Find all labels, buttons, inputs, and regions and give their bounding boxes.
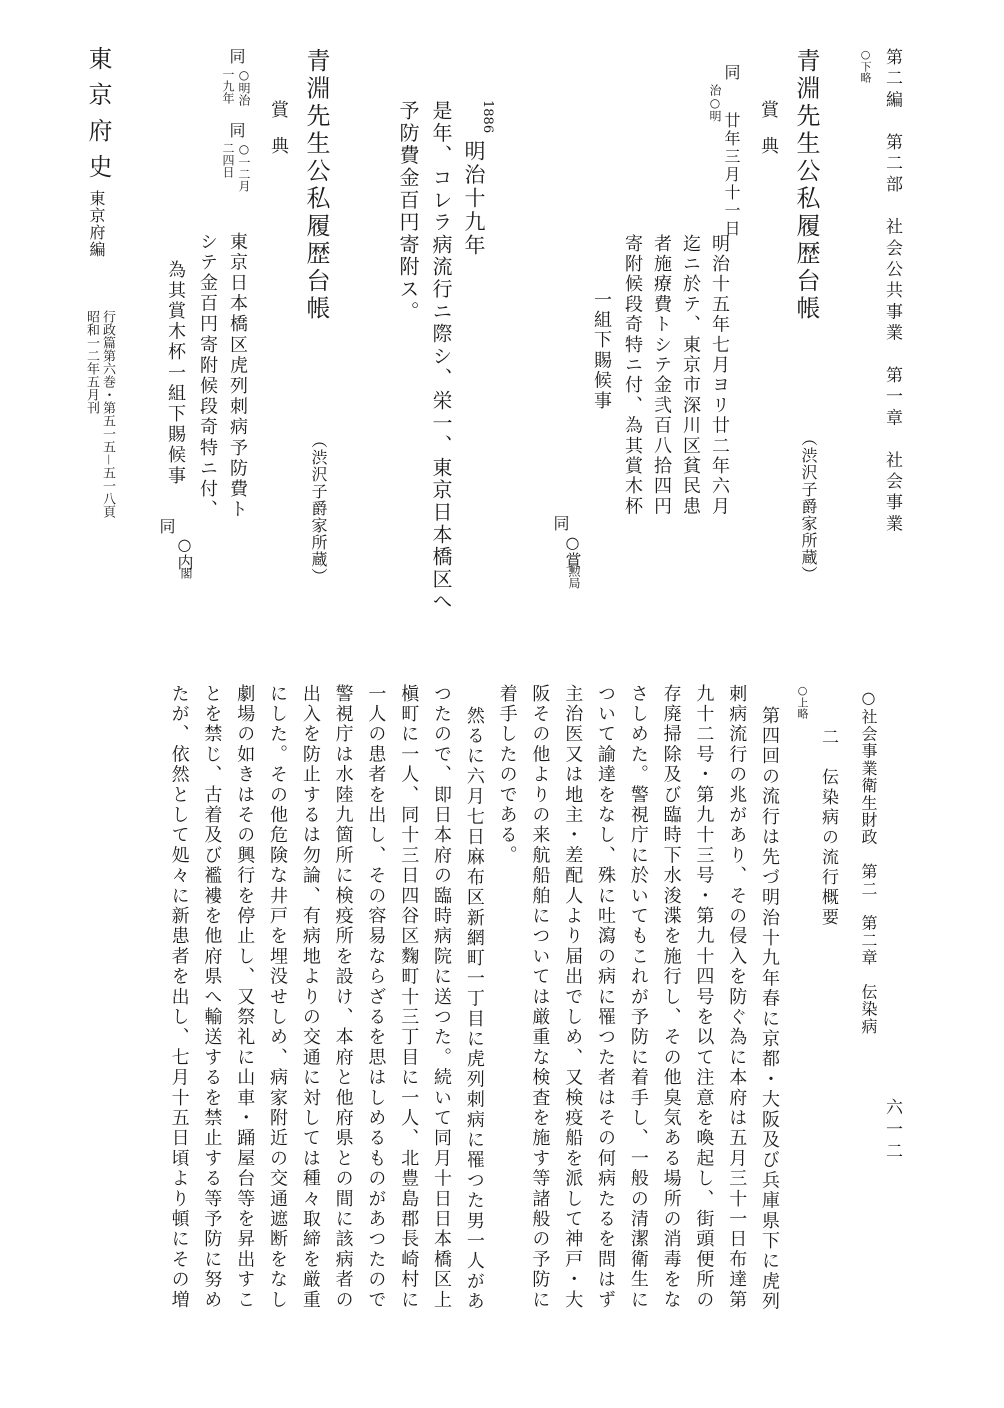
source-book-editor: 東京府編: [87, 190, 106, 258]
body-line: 槇町に一人、同十三日四谷区麴町十三丁目に一人、北豊島郡長崎村に: [398, 684, 420, 1311]
record2-date2-note: 二四日: [221, 142, 235, 178]
body-line: にした。その他危険な井戸を埋没せしめ、病家附近の交通遮断をなし: [267, 684, 288, 1311]
body-line: 九十二号・第九十三号・第九十四号を以て注意を喚起し、街頭便所の: [693, 684, 715, 1311]
record2-date-note: 一九年: [221, 68, 235, 104]
record2-date2-label: 同: [227, 122, 246, 138]
record1-source: （渋沢子爵家所蔵）: [799, 430, 818, 583]
source-book-note: 昭和一二年五月刊: [84, 310, 99, 414]
body-line: つたので、即日本府の臨時病院に送つた。続いて同月十日日本橋区上: [431, 684, 452, 1311]
body-line: ついて諭達をなし、殊に吐瀉の病に罹つた者はその何病たるを問はず: [595, 684, 616, 1311]
body-line: さしめた。警視庁に於いてもこれが予防に着手し、一般の清潔衛生に: [627, 684, 649, 1311]
body-line: 第四回の流行は先づ明治十九年春に京都・大阪及び兵庫県下に虎列: [759, 706, 780, 1312]
record1-subtitle: 賞典: [758, 100, 779, 172]
body-line: 着手したのである。: [496, 684, 518, 866]
record1-issuer-mark: ○賞: [563, 533, 582, 568]
body-line: 一人の患者を出し、その容易ならざるを思はしめるものがあつたので: [365, 684, 387, 1311]
western-year: 1886: [480, 100, 495, 134]
record2-issuer-note: 閣: [179, 567, 193, 579]
source-book-title: 東京府史: [84, 46, 112, 190]
record2-text-line: シテ金百円寄附候段奇特ニ付、: [197, 232, 218, 521]
body-line: 劇場の如きはその興行を停止し、又祭礼に山車・踊屋台等を昇出すこ: [234, 684, 256, 1311]
record2-date-label: 同: [227, 48, 246, 64]
running-head: 第二編 第二部 社会公共事業 第一章 社会事業: [882, 48, 902, 536]
record1-text-line: 迄ニ於テ、東京市深川区貧民患: [680, 234, 701, 517]
body-line: とを禁じ、古着及び襤褸を他府県へ輸送するを禁止する等予防に努め: [201, 684, 223, 1311]
record1-title: 青淵先生公私履歴台帳: [792, 48, 820, 323]
record2-date2-mark: ○一二月: [237, 142, 251, 192]
body-line: 警視庁は水陸九箇所に検疫所を設け、本府と他府県との間に該病者の: [332, 684, 354, 1311]
record1-text-line: 寄附候段奇特ニ付、為其賞木杯: [622, 234, 643, 517]
record1-text-line: 者施療費トシテ金弐百八拾四円: [651, 234, 672, 517]
record2-text-line: 東京日本橋区虎列刺病予防費ト: [227, 232, 248, 521]
record1-date-note: 治○明: [708, 84, 722, 122]
section-heading: 二 伝染病の流行概要: [818, 728, 838, 928]
body-line: 刺病流行の兆があり、その侵入を防ぐ為に本府は五月三十一日布達第: [726, 684, 748, 1311]
record1-date-label: 同: [722, 64, 741, 82]
record2-date-mark: ○明治: [237, 68, 251, 106]
record1-text-line: 一組下賜候事: [591, 290, 612, 412]
record2-issuer-label: 同: [157, 518, 176, 534]
omit-below-mark: ○下略: [859, 48, 872, 83]
omit-above-mark: ○上略: [796, 684, 809, 719]
source-book-note: 行政篇第六巻・第五一五－五一八頁: [100, 310, 115, 519]
body-line: 出入を防止するは勿論、有病地よりの交通に対しては種々取締を厳重: [299, 684, 321, 1311]
record2-subtitle: 賞典: [268, 100, 289, 172]
record2-text-line: 為其賞木杯一組下賜候事: [165, 260, 186, 487]
record2-title: 青淵先生公私履歴台帳: [302, 48, 330, 323]
record1-text-line: 明治十五年七月ヨリ廿二年六月: [709, 234, 730, 517]
section-line: ○社会事業衛生財政 第二 第二章 伝染病: [859, 688, 878, 1035]
record2-source: （渋沢子爵家所蔵）: [309, 432, 328, 585]
record1-issuer-label: 同: [551, 515, 570, 531]
body-line: 存廃掃除及び臨時下水浚渫を施行し、その他臭気ある場所の消毒をな: [660, 684, 682, 1311]
body-line: たが、依然として処々に新患者を出し、七月十五日頃より頓にその増: [168, 684, 190, 1311]
body-line: 主治医又は地主・差配人より届出でしめ、又検疫船を派して神戸・大: [562, 684, 584, 1311]
year-entry-line: 是年、コレラ病流行ニ際シ、栄一、東京日本橋区へ: [429, 100, 453, 613]
year-label: 明治十九年: [462, 140, 486, 258]
record1-date: 廿年三月十一日: [722, 112, 741, 238]
record1-issuer-note: 勲局: [567, 565, 581, 589]
body-line: 然るに六月七日麻布区新網町一丁目に虎列刺病に罹つた男一人があ: [463, 706, 485, 1312]
record2-issuer-mark: ○内: [175, 535, 194, 570]
page-number: 六一二: [882, 1098, 902, 1164]
body-line: 阪その他よりの来航船舶については厳重な検査を施す等諸般の予防に: [529, 684, 551, 1311]
year-entry-line: 予防費金百円寄附ス。: [396, 100, 420, 323]
